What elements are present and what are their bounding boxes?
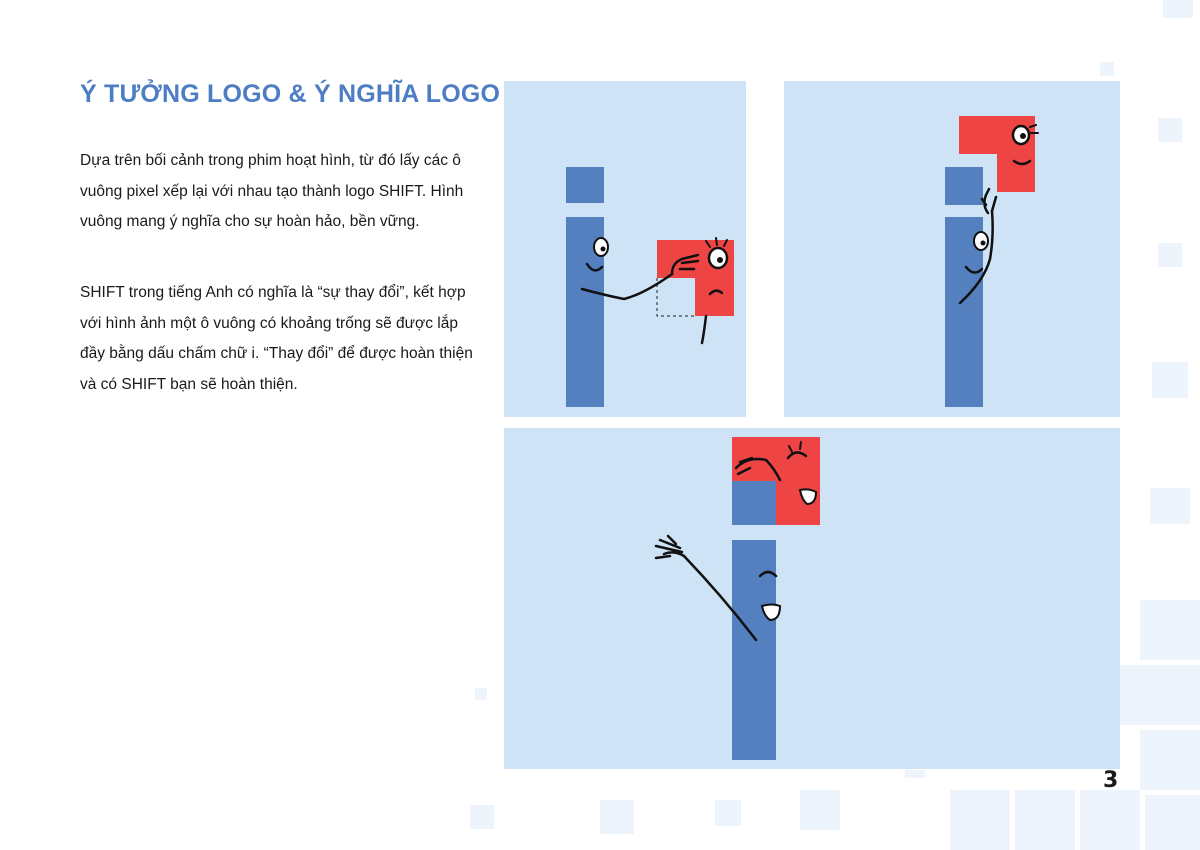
letter-i-dot-in-gap <box>732 481 776 525</box>
illustration-panel-1 <box>504 81 746 417</box>
bg-pixel-square <box>1015 790 1075 850</box>
dashed-gap-outline <box>657 278 695 316</box>
bg-pixel-square <box>950 790 1010 850</box>
bg-pixel-square <box>1120 665 1200 725</box>
letter-i-dot <box>566 167 604 203</box>
bg-pixel-square <box>1140 600 1200 660</box>
bg-pixel-square <box>600 800 634 834</box>
letter-i-dot <box>945 167 983 205</box>
page-number: 3 <box>1103 768 1119 793</box>
bg-pixel-square <box>1150 488 1190 524</box>
illustration-panel-2 <box>784 81 1120 417</box>
square-leg <box>702 316 706 343</box>
bg-pixel-square <box>1140 730 1200 790</box>
lifting-hand <box>982 189 996 213</box>
letter-i-waving-illustration <box>504 428 1120 769</box>
bg-pixel-square <box>715 800 741 826</box>
description-paragraph-2: SHIFT trong tiếng Anh có nghĩa là “sự thay đổi”, kết hợp với hình ảnh một ô vuông có khoảng trống sẽ được lắp đầy bằng dấu chấm chữ i. “Thay đổi” để được hoàn thiện và có SHIFT bạn sẽ hoàn thiện. <box>80 284 473 393</box>
bg-pixel-square <box>1080 790 1140 850</box>
bg-pixel-square <box>905 770 925 778</box>
bg-pixel-square <box>1158 243 1182 267</box>
bg-pixel-square <box>475 688 487 700</box>
illustration-panel-3 <box>504 428 1120 769</box>
letter-i-pointing-illustration <box>504 81 746 417</box>
i-eye <box>594 238 608 256</box>
bg-pixel-square <box>1152 362 1188 398</box>
bg-pixel-square <box>1163 0 1193 18</box>
bg-pixel-square <box>1100 62 1114 76</box>
bg-pixel-square <box>1145 795 1200 850</box>
bg-pixel-square <box>800 790 840 830</box>
i-eye <box>974 232 988 250</box>
bg-pixel-square <box>470 805 494 829</box>
letter-i-lifting-illustration <box>784 81 1120 417</box>
waving-hand <box>656 536 684 558</box>
description-paragraph-1: Dựa trên bối cảnh trong phim hoạt hình, từ đó lấy các ô vuông pixel xếp lại với nhau tạo thành logo SHIFT. Hình vuông mang ý nghĩa cho sự hoàn hảo, bền vững. <box>80 152 464 230</box>
bg-pixel-square <box>1158 118 1182 142</box>
page-title: Ý TƯỞNG LOGO & Ý NGHĨA LOGO <box>80 80 501 108</box>
